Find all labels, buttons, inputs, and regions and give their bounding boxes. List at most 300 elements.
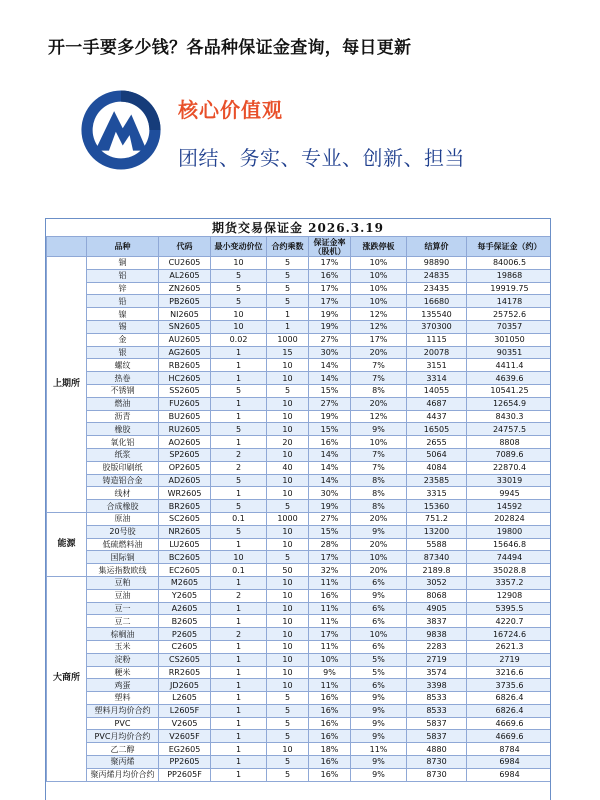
table-row [47, 653, 552, 666]
cell-margin-rate: 18% [309, 743, 351, 756]
cell-multiplier: 20 [267, 436, 309, 449]
cell-multiplier: 5 [267, 756, 309, 769]
cell-multiplier: 10 [267, 448, 309, 461]
cell-product: 合成橡胶 [87, 500, 159, 513]
cell-tick-size: 5 [211, 269, 267, 282]
cell-settle-price: 3151 [407, 359, 467, 372]
cell-margin-rate: 19% [309, 500, 351, 513]
cell-code: B2605 [159, 615, 211, 628]
cell-product: 原油 [87, 512, 159, 525]
cell-product: 橡胶 [87, 423, 159, 436]
cell-price-limit: 9% [351, 768, 407, 781]
table-row [47, 436, 552, 449]
cell-price-limit: 6% [351, 602, 407, 615]
header-code: 代码 [159, 237, 211, 257]
cell-settle-price: 9838 [407, 628, 467, 641]
cell-price-limit: 20% [351, 397, 407, 410]
sheet-title: 期货交易保证金 2026.3.19 [46, 218, 550, 236]
cell-margin-per-lot: 202824 [467, 512, 552, 525]
cell-tick-size: 1 [211, 666, 267, 679]
cell-multiplier: 5 [267, 551, 309, 564]
cell-settle-price: 370300 [407, 320, 467, 333]
cell-product: 豆油 [87, 589, 159, 602]
cell-margin-rate: 17% [309, 295, 351, 308]
cell-product: 纸浆 [87, 448, 159, 461]
cell-settle-price: 5588 [407, 538, 467, 551]
cell-tick-size: 10 [211, 320, 267, 333]
cell-tick-size: 1 [211, 397, 267, 410]
cell-margin-rate: 28% [309, 538, 351, 551]
cell-margin-per-lot: 2621.3 [467, 640, 552, 653]
cell-multiplier: 1000 [267, 512, 309, 525]
cell-margin-per-lot: 33019 [467, 474, 552, 487]
cell-margin-rate: 16% [309, 589, 351, 602]
table-row [47, 346, 552, 359]
cell-tick-size: 0.1 [211, 564, 267, 577]
cell-margin-rate: 14% [309, 359, 351, 372]
cell-product: 豆粕 [87, 576, 159, 589]
cell-code: PB2605 [159, 295, 211, 308]
cell-tick-size: 2 [211, 461, 267, 474]
cell-price-limit: 10% [351, 257, 407, 270]
table-row [47, 743, 552, 756]
cell-tick-size: 5 [211, 384, 267, 397]
cell-multiplier: 10 [267, 410, 309, 423]
cell-price-limit: 17% [351, 333, 407, 346]
cell-settle-price: 5837 [407, 730, 467, 743]
cell-margin-per-lot: 15646.8 [467, 538, 552, 551]
cell-tick-size: 1 [211, 359, 267, 372]
cell-margin-per-lot: 6826.4 [467, 704, 552, 717]
cell-margin-rate: 16% [309, 756, 351, 769]
table-row [47, 333, 552, 346]
banner-values: 团结、务实、专业、创新、担当 [178, 146, 465, 170]
cell-code: OP2605 [159, 461, 211, 474]
cell-product: 塑料月均价合约 [87, 704, 159, 717]
cell-margin-rate: 27% [309, 512, 351, 525]
cell-margin-per-lot: 6826.4 [467, 692, 552, 705]
cell-multiplier: 10 [267, 423, 309, 436]
cell-margin-rate: 16% [309, 704, 351, 717]
cell-settle-price: 87340 [407, 551, 467, 564]
cell-margin-rate: 16% [309, 717, 351, 730]
cell-tick-size: 0.1 [211, 512, 267, 525]
cell-price-limit: 12% [351, 308, 407, 321]
cell-margin-per-lot: 10541.25 [467, 384, 552, 397]
header-product: 品种 [87, 237, 159, 257]
header-margin-rate: 保证金率（股机） [309, 237, 351, 257]
cell-margin-per-lot: 3735.6 [467, 679, 552, 692]
cell-multiplier: 10 [267, 640, 309, 653]
table-row [47, 500, 552, 513]
cell-price-limit: 10% [351, 551, 407, 564]
cell-multiplier: 5 [267, 282, 309, 295]
cell-multiplier: 10 [267, 538, 309, 551]
cell-tick-size: 1 [211, 538, 267, 551]
cell-settle-price: 135540 [407, 308, 467, 321]
cell-tick-size: 10 [211, 551, 267, 564]
cell-margin-per-lot: 24757.5 [467, 423, 552, 436]
cell-multiplier: 10 [267, 615, 309, 628]
exchange-label: 能源 [47, 512, 87, 576]
cell-product: 沥青 [87, 410, 159, 423]
cell-settle-price: 4084 [407, 461, 467, 474]
cell-settle-price: 24835 [407, 269, 467, 282]
table-row [47, 717, 552, 730]
cell-price-limit: 7% [351, 359, 407, 372]
cell-product: 热卷 [87, 372, 159, 385]
cell-tick-size: 1 [211, 756, 267, 769]
table-row [47, 359, 552, 372]
cell-product: 铸造铝合金 [87, 474, 159, 487]
cell-margin-rate: 14% [309, 448, 351, 461]
cell-margin-rate: 27% [309, 333, 351, 346]
cell-margin-per-lot: 8430.3 [467, 410, 552, 423]
banner-heading: 核心价值观 [178, 98, 283, 122]
cell-tick-size: 1 [211, 704, 267, 717]
table-row [47, 474, 552, 487]
cell-product: 粳米 [87, 666, 159, 679]
table-row [47, 512, 552, 525]
cell-tick-size: 5 [211, 295, 267, 308]
cell-settle-price: 98890 [407, 257, 467, 270]
cell-tick-size: 10 [211, 308, 267, 321]
cell-price-limit: 9% [351, 756, 407, 769]
cell-margin-rate: 11% [309, 679, 351, 692]
cell-settle-price: 4687 [407, 397, 467, 410]
cell-margin-per-lot: 70357 [467, 320, 552, 333]
cell-settle-price: 15360 [407, 500, 467, 513]
table-row [47, 730, 552, 743]
cell-margin-rate: 16% [309, 730, 351, 743]
cell-multiplier: 15 [267, 346, 309, 359]
cell-margin-rate: 17% [309, 257, 351, 270]
cell-multiplier: 5 [267, 257, 309, 270]
cell-settle-price: 5064 [407, 448, 467, 461]
table-row [47, 397, 552, 410]
cell-price-limit: 8% [351, 487, 407, 500]
cell-multiplier: 10 [267, 589, 309, 602]
table-row [47, 564, 552, 577]
cell-tick-size: 5 [211, 423, 267, 436]
cell-code: LU2605 [159, 538, 211, 551]
cell-multiplier: 10 [267, 576, 309, 589]
cell-code: SP2605 [159, 448, 211, 461]
cell-multiplier: 40 [267, 461, 309, 474]
cell-margin-per-lot: 6984 [467, 768, 552, 781]
cell-price-limit: 20% [351, 538, 407, 551]
cell-margin-rate: 17% [309, 282, 351, 295]
cell-code: EG2605 [159, 743, 211, 756]
cell-tick-size: 1 [211, 717, 267, 730]
cell-code: L2605 [159, 692, 211, 705]
cell-margin-per-lot: 4411.4 [467, 359, 552, 372]
cell-settle-price: 23585 [407, 474, 467, 487]
header-tick-size: 最小变动价位 [211, 237, 267, 257]
cell-margin-per-lot: 9945 [467, 487, 552, 500]
cell-margin-per-lot: 2719 [467, 653, 552, 666]
cell-code: M2605 [159, 576, 211, 589]
cell-tick-size: 1 [211, 436, 267, 449]
cell-margin-per-lot: 14592 [467, 500, 552, 513]
cell-settle-price: 2283 [407, 640, 467, 653]
cell-tick-size: 5 [211, 474, 267, 487]
cell-product: 鸡蛋 [87, 679, 159, 692]
cell-settle-price: 3398 [407, 679, 467, 692]
cell-margin-rate: 30% [309, 346, 351, 359]
table-row [47, 538, 552, 551]
cell-product: 淀粉 [87, 653, 159, 666]
cell-price-limit: 10% [351, 282, 407, 295]
cell-code: V2605 [159, 717, 211, 730]
cell-settle-price: 5837 [407, 717, 467, 730]
table-row [47, 282, 552, 295]
table-row [47, 372, 552, 385]
cell-code: C2605 [159, 640, 211, 653]
cell-multiplier: 10 [267, 666, 309, 679]
cell-settle-price: 4437 [407, 410, 467, 423]
cell-price-limit: 9% [351, 525, 407, 538]
cell-settle-price: 3314 [407, 372, 467, 385]
page-title: 开一手要多少钱？各品种保证金查询，每日更新 [48, 38, 412, 58]
cell-product: 燃油 [87, 397, 159, 410]
cell-product: PVC [87, 717, 159, 730]
cell-price-limit: 12% [351, 410, 407, 423]
header-exchange [47, 237, 87, 257]
cell-product: 铝 [87, 269, 159, 282]
cell-tick-size: 2 [211, 589, 267, 602]
cell-multiplier: 10 [267, 487, 309, 500]
cell-margin-per-lot: 22870.4 [467, 461, 552, 474]
cell-code: P2605 [159, 628, 211, 641]
cell-margin-rate: 30% [309, 487, 351, 500]
cell-product: 国际铜 [87, 551, 159, 564]
cell-code: V2605F [159, 730, 211, 743]
cell-price-limit: 5% [351, 653, 407, 666]
table-row [47, 666, 552, 679]
cell-settle-price: 16680 [407, 295, 467, 308]
table-row [47, 704, 552, 717]
cell-settle-price: 4880 [407, 743, 467, 756]
cell-settle-price: 14055 [407, 384, 467, 397]
cell-price-limit: 20% [351, 346, 407, 359]
cell-multiplier: 1 [267, 320, 309, 333]
cell-settle-price: 1115 [407, 333, 467, 346]
cell-product: 螺纹 [87, 359, 159, 372]
cell-margin-rate: 11% [309, 602, 351, 615]
cell-margin-rate: 16% [309, 269, 351, 282]
cell-code: SN2605 [159, 320, 211, 333]
table-row [47, 551, 552, 564]
cell-tick-size: 1 [211, 602, 267, 615]
cell-margin-per-lot: 8784 [467, 743, 552, 756]
cell-tick-size: 5 [211, 500, 267, 513]
table-row [47, 448, 552, 461]
cell-multiplier: 1 [267, 308, 309, 321]
core-values-banner [78, 82, 538, 192]
cell-margin-per-lot: 12654.9 [467, 397, 552, 410]
cell-margin-rate: 14% [309, 372, 351, 385]
cell-product: 不锈钢 [87, 384, 159, 397]
cell-price-limit: 7% [351, 372, 407, 385]
cell-price-limit: 9% [351, 730, 407, 743]
cell-product: 铜 [87, 257, 159, 270]
cell-product: 集运指数欧线 [87, 564, 159, 577]
cell-code: PP2605F [159, 768, 211, 781]
cell-code: CS2605 [159, 653, 211, 666]
cell-multiplier: 5 [267, 704, 309, 717]
cell-margin-rate: 15% [309, 525, 351, 538]
cell-margin-rate: 19% [309, 410, 351, 423]
cell-settle-price: 4905 [407, 602, 467, 615]
cell-price-limit: 9% [351, 423, 407, 436]
cell-product: 线材 [87, 487, 159, 500]
cell-multiplier: 5 [267, 768, 309, 781]
cell-margin-per-lot: 25752.6 [467, 308, 552, 321]
cell-product: 塑料 [87, 692, 159, 705]
cell-multiplier: 10 [267, 679, 309, 692]
cell-settle-price: 13200 [407, 525, 467, 538]
cell-settle-price: 16505 [407, 423, 467, 436]
cell-margin-rate: 17% [309, 551, 351, 564]
cell-price-limit: 7% [351, 461, 407, 474]
cell-code: SS2605 [159, 384, 211, 397]
cell-price-limit: 10% [351, 436, 407, 449]
cell-margin-rate: 27% [309, 397, 351, 410]
cell-tick-size: 1 [211, 692, 267, 705]
cell-tick-size: 1 [211, 615, 267, 628]
cell-price-limit: 10% [351, 628, 407, 641]
table-row [47, 615, 552, 628]
cell-tick-size: 1 [211, 372, 267, 385]
cell-margin-per-lot: 7089.6 [467, 448, 552, 461]
table-row [47, 628, 552, 641]
cell-product: 金 [87, 333, 159, 346]
cell-margin-per-lot: 301050 [467, 333, 552, 346]
table-row [47, 768, 552, 781]
cell-multiplier: 50 [267, 564, 309, 577]
cell-code: WR2605 [159, 487, 211, 500]
cell-tick-size: 1 [211, 410, 267, 423]
cell-margin-rate: 32% [309, 564, 351, 577]
cell-margin-rate: 9% [309, 666, 351, 679]
cell-price-limit: 20% [351, 512, 407, 525]
cell-price-limit: 6% [351, 640, 407, 653]
cell-tick-size: 2 [211, 448, 267, 461]
cell-product: 铅 [87, 295, 159, 308]
cell-code: RR2605 [159, 666, 211, 679]
cell-price-limit: 9% [351, 589, 407, 602]
cell-settle-price: 8068 [407, 589, 467, 602]
cell-tick-size: 1 [211, 730, 267, 743]
cell-multiplier: 10 [267, 372, 309, 385]
table-row [47, 756, 552, 769]
cell-tick-size: 5 [211, 525, 267, 538]
cell-margin-rate: 17% [309, 628, 351, 641]
cell-product: 棕榈油 [87, 628, 159, 641]
cell-code: NR2605 [159, 525, 211, 538]
table-row [47, 640, 552, 653]
cell-settle-price: 751.2 [407, 512, 467, 525]
cell-multiplier: 5 [267, 692, 309, 705]
cell-margin-per-lot: 4639.6 [467, 372, 552, 385]
cell-multiplier: 1000 [267, 333, 309, 346]
cell-price-limit: 6% [351, 615, 407, 628]
cell-code: BC2605 [159, 551, 211, 564]
cell-code: AO2605 [159, 436, 211, 449]
table-row [47, 295, 552, 308]
table-row [47, 602, 552, 615]
cell-code: PP2605 [159, 756, 211, 769]
cell-multiplier: 5 [267, 500, 309, 513]
cell-multiplier: 10 [267, 653, 309, 666]
cell-multiplier: 5 [267, 730, 309, 743]
header-multiplier: 合约乘数 [267, 237, 309, 257]
cell-code: L2605F [159, 704, 211, 717]
cell-tick-size: 1 [211, 653, 267, 666]
cell-margin-per-lot: 19800 [467, 525, 552, 538]
cell-multiplier: 5 [267, 717, 309, 730]
table-row [47, 525, 552, 538]
cell-tick-size: 0.02 [211, 333, 267, 346]
cell-code: SC2605 [159, 512, 211, 525]
cell-tick-size: 1 [211, 679, 267, 692]
cell-code: CU2605 [159, 257, 211, 270]
exchange-label: 大商所 [47, 576, 87, 781]
table-row [47, 487, 552, 500]
cell-margin-rate: 16% [309, 692, 351, 705]
cell-product: 玉米 [87, 640, 159, 653]
cell-tick-size: 1 [211, 576, 267, 589]
cell-margin-rate: 11% [309, 640, 351, 653]
company-logo-icon [78, 87, 164, 173]
cell-tick-size: 5 [211, 282, 267, 295]
cell-multiplier: 5 [267, 269, 309, 282]
cell-margin-rate: 16% [309, 768, 351, 781]
cell-price-limit: 5% [351, 666, 407, 679]
cell-margin-rate: 19% [309, 308, 351, 321]
cell-margin-rate: 11% [309, 576, 351, 589]
cell-multiplier: 5 [267, 295, 309, 308]
cell-margin-per-lot: 4669.6 [467, 717, 552, 730]
cell-margin-per-lot: 90351 [467, 346, 552, 359]
cell-code: AL2605 [159, 269, 211, 282]
cell-multiplier: 10 [267, 602, 309, 615]
cell-product: 氧化铝 [87, 436, 159, 449]
cell-price-limit: 11% [351, 743, 407, 756]
cell-multiplier: 10 [267, 397, 309, 410]
exchange-label: 上期所 [47, 257, 87, 513]
cell-tick-size: 1 [211, 743, 267, 756]
cell-code: BR2605 [159, 500, 211, 513]
header-margin-per-lot: 每手保证金（约） [467, 237, 552, 257]
cell-tick-size: 2 [211, 628, 267, 641]
margin-sheet [45, 218, 551, 800]
cell-code: A2605 [159, 602, 211, 615]
cell-price-limit: 12% [351, 320, 407, 333]
cell-margin-per-lot: 5395.5 [467, 602, 552, 615]
cell-margin-per-lot: 35028.8 [467, 564, 552, 577]
table-row [47, 692, 552, 705]
cell-product: 豆一 [87, 602, 159, 615]
cell-settle-price: 3052 [407, 576, 467, 589]
cell-code: AG2605 [159, 346, 211, 359]
cell-settle-price: 3837 [407, 615, 467, 628]
cell-code: RB2605 [159, 359, 211, 372]
cell-margin-rate: 16% [309, 436, 351, 449]
cell-product: 锌 [87, 282, 159, 295]
cell-code: ZN2605 [159, 282, 211, 295]
